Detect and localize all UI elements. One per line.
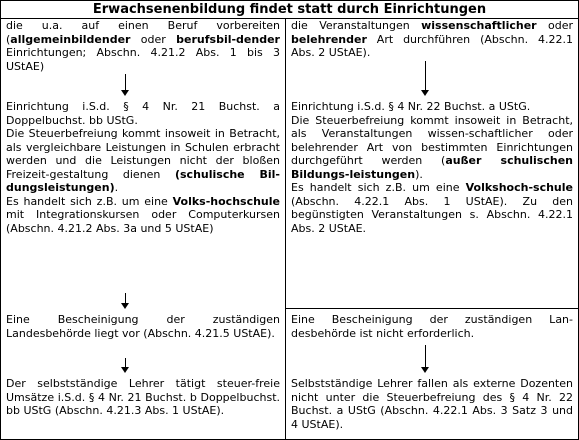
- right-middle-box: [291, 100, 573, 235]
- right-bottom-box: [291, 377, 573, 431]
- bold-text-run: belehrender: [291, 32, 367, 46]
- text-run: Die Steuerbefreiung kommt insoweit in Betracht, als vergleichbare Leistungen in Schulen erbracht werden und die Leistungen nicht der bloßen Freizeit-gestaltung dienen: [6, 127, 280, 181]
- left-top-box: [6, 19, 280, 73]
- left-middle-p2: [6, 127, 280, 195]
- right-third-text: [291, 313, 573, 340]
- left-middle-box: [6, 100, 280, 235]
- bold-text-run: berufsbil-dender: [176, 32, 280, 46]
- text-run: Einrichtungen; Abschn. 4.21.2 Abs. 1 bis 3 UStAE): [6, 46, 280, 73]
- left-arrow-3: [121, 358, 130, 373]
- text-run: Selbstständige Lehrer fallen als externe Dozenten nicht unter die Steuerbefreiung des § 4 Nr. 22 Buchst. a UStG (Abschn. 4.22.1 Abs. 3 Satz 3 und 4 UStAE).: [291, 377, 573, 431]
- chart-title: Erwachsenenbildung findet statt durch Einrichtungen: [1, 1, 578, 19]
- column-divider: [285, 19, 286, 439]
- text-run: (Abschn. 4.22.1 Abs. 1 UStAE). Zu den begünstigten Veranstaltungen s. Abschn. 4.22.1 Abs. 2 UStAE.: [291, 194, 573, 235]
- bold-text-run: (schulische Bil-dungsleistungen): [6, 167, 280, 194]
- right-separator: [286, 308, 578, 309]
- left-middle-p3: [6, 195, 280, 236]
- right-top-text: [291, 19, 573, 60]
- text-run: Einrichtung i.S.d. § 4 Nr. 22 Buchst. a UStG.: [291, 100, 531, 113]
- text-run: Eine Bescheinigung der zuständigen Landesbehörde liegt vor (Abschn. 4.21.5 UStAE).: [6, 313, 280, 340]
- bold-text-run: wissenschaftlicher: [421, 19, 537, 32]
- left-third-box: [6, 313, 280, 340]
- right-third-box: [291, 313, 573, 340]
- bold-text-run: Volks-hochschule: [172, 194, 280, 208]
- right-bottom-text: [291, 377, 573, 431]
- text-run: Einrichtung i.S.d. § 4 Nr. 21 Buchst. a Doppelbuchst. bb UStG.: [6, 100, 280, 127]
- text-run: die u.a. auf einen Beruf vorbereiten (: [6, 19, 280, 46]
- right-middle-p2: [291, 114, 573, 182]
- text-run: die Veranstaltungen: [291, 19, 422, 32]
- text-run: Es handelt sich z.B. um eine: [291, 181, 466, 194]
- text-run: Eine Bescheinigung der zuständigen Lan-desbehörde ist nicht erforderlich.: [291, 313, 573, 340]
- bold-text-run: Volkshoch-schule: [465, 181, 573, 194]
- left-third-text: [6, 313, 280, 340]
- right-arrow-2: [421, 345, 430, 373]
- left-bottom-text: [6, 377, 280, 418]
- text-run: Art durchführen (Abschn. 4.22.1 Abs. 2 UStAE).: [291, 32, 573, 59]
- left-bottom-box: [6, 377, 280, 418]
- right-middle-p3: [291, 181, 573, 235]
- text-run: Der selbstständige Lehrer tätigt steuer-freie Umsätze i.S.d. § 4 Nr. 21 Buchst. b Doppelbuchst. bb UStG (Abschn. 4.21.3 Abs. 1 UStAE).: [6, 377, 280, 417]
- text-run: ).: [415, 167, 423, 181]
- text-run: Die Steuerbefreiung kommt insoweit in Betracht, als Veranstaltungen wissen-schaftlicher oder belehrender Art von bestimmten Einrichtungen durchgeführt werden (: [291, 113, 573, 167]
- text-run: Es handelt sich z.B. um eine: [6, 194, 173, 208]
- text-run: .: [114, 181, 119, 194]
- left-arrow-2: [121, 293, 130, 309]
- bold-text-run: allgemeinbildender: [10, 32, 131, 46]
- right-middle-p1: [291, 100, 573, 114]
- right-arrow-1: [421, 61, 430, 96]
- bold-text-run: außer schulischen Bildungs-leistungen: [291, 154, 573, 181]
- left-top-text: [6, 19, 280, 73]
- left-arrow-1: [121, 74, 130, 96]
- right-top-box: [291, 19, 573, 60]
- text-run: mit Integrationskursen oder Computerkursen (Abschn. 4.21.2 Abs. 3a und 5 UStAE): [6, 208, 280, 235]
- left-middle-p1: [6, 100, 280, 127]
- text-run: oder: [536, 19, 574, 32]
- text-run: oder: [130, 32, 177, 46]
